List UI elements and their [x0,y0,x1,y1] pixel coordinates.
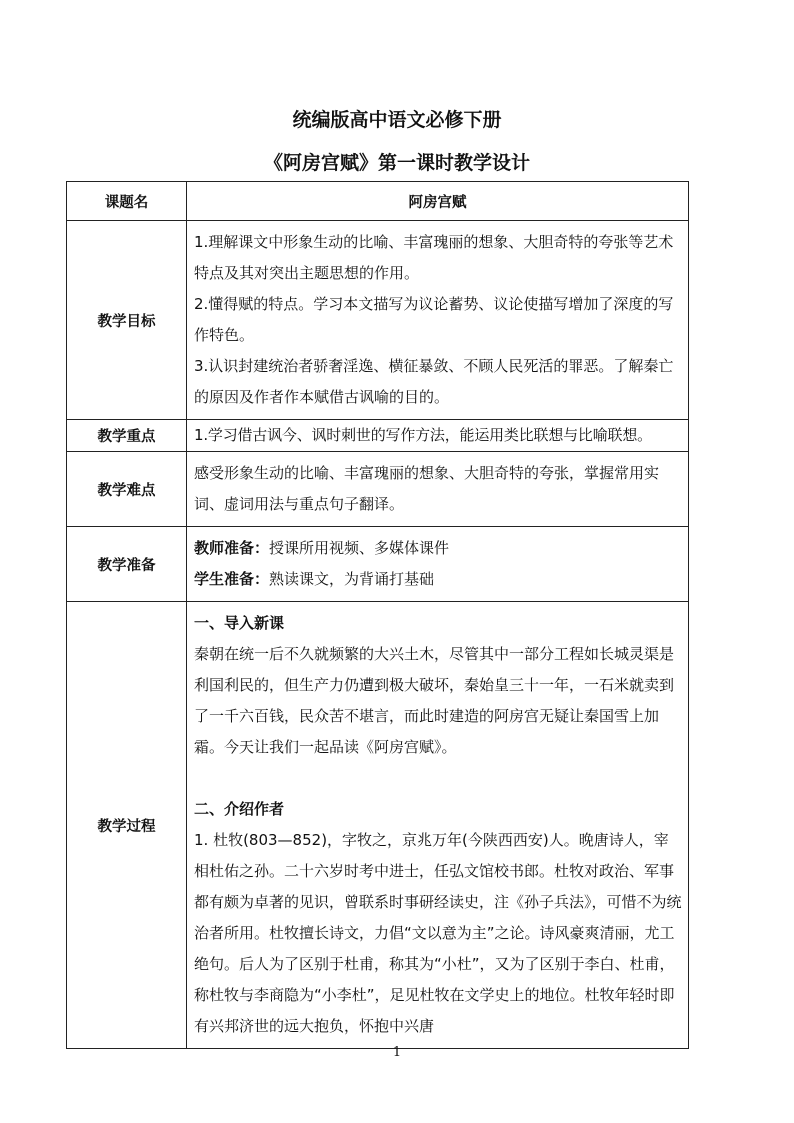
lesson-plan-table [66,181,689,1049]
key-points-content: 1.学习借古讽今、讽时刺世的写作方法，能运用类比联想与比喻联想。 [187,420,689,452]
student-preparation-text: 熟读课文，为背诵打基础 [269,570,435,588]
difficulties-label: 教学难点 [67,452,187,527]
section-author-text: 1. 杜牧(803—852)，字牧之，京兆万年(今陕西西安)人。晚唐诗人，宰相杜佑之孙。二十六岁时考中进士，任弘文馆校书郎。杜牧对政治、军事都有颇为卓著的见识，曾联系时事研经读史，注《孙子兵法》，可惜不为统治者所用。杜牧擅长诗文，力倡“文以意为主”之论。诗风豪爽清丽，尤工绝句。后人为了区别于杜甫，称其为“小杜”，又为了区别于李白、杜甫，称杜牧与李商隐为“小李杜”，足见杜牧在文学史上的地位。杜牧年轻时即有兴邦济世的远大抱负，怀抱中兴唐 [194,831,682,1035]
objective-item: 1.理解课文中形象生动的比喻、丰富瑰丽的想象、大胆奇特的夸张等艺术特点及其对突出主题思想的作用。 [194,233,674,282]
page-number: 1 [392,1045,402,1060]
topic-label: 课题名 [67,182,187,221]
objectives-content [187,221,689,420]
document-title: 统编版高中语文必修下册 [292,109,502,131]
table-row-key-points [67,420,689,452]
difficulties-content: 感受形象生动的比喻、丰富瑰丽的想象、大胆奇特的夸张，掌握常用实词、虚词用法与重点句子翻译。 [187,452,689,527]
document-subtitle: 《阿房宫赋》第一课时教学设计 [263,152,530,174]
topic-value: 阿房宫赋 [187,182,689,221]
objective-item: 3.认识封建统治者骄奢淫逸、横征暴敛、不顾人民死活的罪恶。了解秦亡的原因及作者作本赋借古讽喻的目的。 [194,357,674,406]
section-intro-text: 秦朝在统一后不久就频繁的大兴土木，尽管其中一部分工程如长城灵渠是利国利民的，但生产力仍遭到极大破坏，秦始皇三十一年，一石米就卖到了一千六百钱，民众苦不堪言，而此时建造的阿房宫无疑让秦国雪上加霜。今天让我们一起品读《阿房宫赋》。 [194,645,675,756]
process-label: 教学过程 [67,602,187,1049]
objectives-label: 教学目标 [67,221,187,420]
student-preparation [194,564,682,595]
table-row-preparation [67,527,689,602]
teacher-preparation-label: 教师准备： [194,539,270,557]
table-row-process [67,602,689,1049]
table-row-objectives [67,221,689,420]
objective-item: 2.懂得赋的特点。学习本文描写为议论蓄势、议论使描写增加了深度的写作特色。 [194,295,674,344]
teacher-preparation [194,533,682,564]
preparation-content [187,527,689,602]
preparation-label: 教学准备 [67,527,187,602]
section-heading-intro: 一、导入新课 [194,614,285,632]
section-heading-author: 二、介绍作者 [194,800,285,818]
process-content [187,602,689,1049]
table-row-difficulties [67,452,689,527]
key-points-label: 教学重点 [67,420,187,452]
table-row-topic [67,182,689,221]
student-preparation-label: 学生准备： [194,570,270,588]
teacher-preparation-text: 授课所用视频、多媒体课件 [269,539,450,557]
